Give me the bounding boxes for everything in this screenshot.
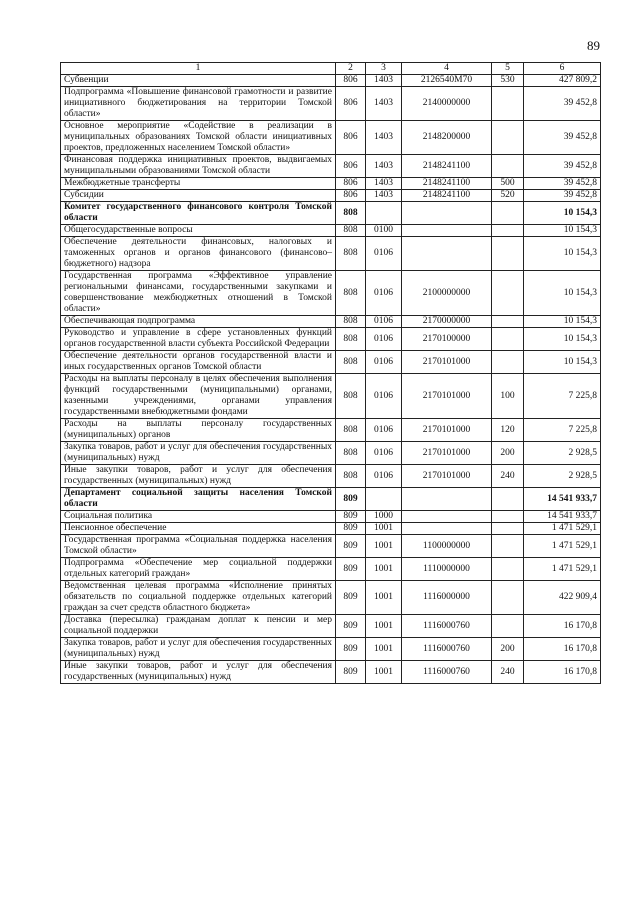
row-expense-type-cell: 100 — [492, 374, 524, 419]
row-name-cell: Подпрограмма «Обеспечение мер социальной поддержки отдельных категорий граждан» — [61, 558, 336, 581]
row-target-cell: 2148241100 — [402, 190, 492, 202]
row-amount-cell: 422 909,4 — [524, 581, 601, 615]
table-row — [61, 374, 601, 419]
column-header: 4 — [402, 63, 492, 75]
row-ministry-cell: 808 — [336, 328, 366, 351]
row-amount-cell: 10 154,3 — [524, 271, 601, 316]
row-expense-type-cell — [492, 121, 524, 155]
row-target-cell: 2170000000 — [402, 316, 492, 328]
row-ministry-cell: 808 — [336, 374, 366, 419]
row-name-cell: Субвенции — [61, 75, 336, 87]
table-row — [61, 121, 601, 155]
page-number: 89 — [587, 38, 600, 53]
row-section-cell — [366, 202, 402, 225]
row-name-cell: Иные закупки товаров, работ и услуг для обеспечения государственных (муниципальных) нужд — [61, 661, 336, 684]
row-expense-type-cell — [492, 202, 524, 225]
row-amount-cell: 14 541 933,7 — [524, 488, 601, 511]
table-row — [61, 328, 601, 351]
table-row — [61, 523, 601, 535]
row-ministry-cell: 808 — [336, 465, 366, 488]
row-section-cell: 1001 — [366, 615, 402, 638]
column-header: 5 — [492, 63, 524, 75]
row-section-cell: 0106 — [366, 271, 402, 316]
row-name-cell: Пенсионное обеспечение — [61, 523, 336, 535]
table-row — [61, 661, 601, 684]
row-name-cell: Социальная политика — [61, 511, 336, 523]
row-name-cell: Подпрограмма «Повышение финансовой грамотности и развитие инициативного бюджетирования на территории Томской области» — [61, 87, 336, 121]
table-header-row — [61, 63, 601, 75]
row-target-cell — [402, 202, 492, 225]
column-header: 3 — [366, 63, 402, 75]
row-section-cell: 0106 — [366, 374, 402, 419]
row-expense-type-cell — [492, 225, 524, 237]
row-section-cell: 0100 — [366, 225, 402, 237]
row-section-cell: 0106 — [366, 237, 402, 271]
column-header: 2 — [336, 63, 366, 75]
table-row — [61, 202, 601, 225]
row-expense-type-cell: 240 — [492, 661, 524, 684]
table-row — [61, 271, 601, 316]
row-name-cell: Закупка товаров, работ и услуг для обеспечения государственных (муниципальных) нужд — [61, 442, 336, 465]
table-row — [61, 178, 601, 190]
row-section-cell: 1403 — [366, 190, 402, 202]
row-amount-cell: 10 154,3 — [524, 225, 601, 237]
row-ministry-cell: 808 — [336, 351, 366, 374]
row-expense-type-cell — [492, 271, 524, 316]
row-ministry-cell: 808 — [336, 442, 366, 465]
row-target-cell: 2170101000 — [402, 465, 492, 488]
row-amount-cell: 2 928,5 — [524, 442, 601, 465]
row-expense-type-cell — [492, 535, 524, 558]
row-expense-type-cell: 500 — [492, 178, 524, 190]
row-section-cell: 0106 — [366, 328, 402, 351]
row-amount-cell: 10 154,3 — [524, 202, 601, 225]
row-ministry-cell: 809 — [336, 638, 366, 661]
row-name-cell: Руководство и управление в сфере установленных функций органов государственной власти субъекта Российской Федерации — [61, 328, 336, 351]
row-ministry-cell: 809 — [336, 615, 366, 638]
row-amount-cell: 1 471 529,1 — [524, 523, 601, 535]
row-name-cell: Доставка (пересылка) гражданам доплат к пенсии и мер социальной поддержки — [61, 615, 336, 638]
row-ministry-cell: 809 — [336, 558, 366, 581]
row-name-cell: Департамент социальной защиты населения Томской области — [61, 488, 336, 511]
row-section-cell: 1403 — [366, 155, 402, 178]
row-target-cell: 2170101000 — [402, 442, 492, 465]
row-target-cell — [402, 237, 492, 271]
table-row — [61, 511, 601, 523]
row-ministry-cell: 806 — [336, 190, 366, 202]
row-ministry-cell: 808 — [336, 271, 366, 316]
row-amount-cell: 1 471 529,1 — [524, 535, 601, 558]
row-expense-type-cell — [492, 155, 524, 178]
row-section-cell: 1000 — [366, 511, 402, 523]
row-ministry-cell: 806 — [336, 87, 366, 121]
row-section-cell: 1001 — [366, 535, 402, 558]
row-name-cell: Расходы на выплаты персоналу в целях обеспечения выполнения функций государственными (муниципальными) органами, казенными учреждениями, органами управления государственными внебюджетными фондами — [61, 374, 336, 419]
row-expense-type-cell — [492, 488, 524, 511]
row-name-cell: Общегосударственные вопросы — [61, 225, 336, 237]
row-target-cell: 1110000000 — [402, 558, 492, 581]
row-expense-type-cell — [492, 316, 524, 328]
table-row — [61, 237, 601, 271]
row-name-cell: Иные закупки товаров, работ и услуг для обеспечения государственных (муниципальных) нужд — [61, 465, 336, 488]
row-ministry-cell: 808 — [336, 419, 366, 442]
row-expense-type-cell: 200 — [492, 638, 524, 661]
row-target-cell — [402, 488, 492, 511]
row-expense-type-cell — [492, 581, 524, 615]
row-section-cell: 1403 — [366, 87, 402, 121]
row-target-cell — [402, 523, 492, 535]
column-header: 1 — [61, 63, 336, 75]
row-ministry-cell: 806 — [336, 75, 366, 87]
row-amount-cell: 10 154,3 — [524, 237, 601, 271]
row-name-cell: Обеспечивающая подпрограмма — [61, 316, 336, 328]
row-section-cell: 0106 — [366, 465, 402, 488]
row-target-cell: 2148241100 — [402, 178, 492, 190]
table-row — [61, 488, 601, 511]
row-amount-cell: 39 452,8 — [524, 155, 601, 178]
row-ministry-cell: 808 — [336, 225, 366, 237]
row-amount-cell: 2 928,5 — [524, 465, 601, 488]
column-header: 6 — [524, 63, 601, 75]
row-expense-type-cell: 520 — [492, 190, 524, 202]
row-target-cell: 1116000000 — [402, 581, 492, 615]
row-target-cell: 1116000760 — [402, 615, 492, 638]
row-amount-cell: 14 541 933,7 — [524, 511, 601, 523]
row-ministry-cell: 808 — [336, 237, 366, 271]
table-row — [61, 558, 601, 581]
row-section-cell — [366, 488, 402, 511]
table-row — [61, 465, 601, 488]
row-amount-cell: 10 154,3 — [524, 328, 601, 351]
row-target-cell — [402, 511, 492, 523]
row-target-cell: 2170101000 — [402, 374, 492, 419]
row-amount-cell: 10 154,3 — [524, 351, 601, 374]
row-expense-type-cell — [492, 558, 524, 581]
budget-table — [60, 62, 601, 684]
row-ministry-cell: 808 — [336, 202, 366, 225]
row-name-cell: Обеспечение деятельности финансовых, налоговых и таможенных органов и органов финансового (финансово–бюджетного) надзора — [61, 237, 336, 271]
row-amount-cell: 16 170,8 — [524, 615, 601, 638]
table-row — [61, 638, 601, 661]
row-ministry-cell: 809 — [336, 523, 366, 535]
row-section-cell: 1001 — [366, 523, 402, 535]
row-name-cell: Закупка товаров, работ и услуг для обеспечения государственных (муниципальных) нужд — [61, 638, 336, 661]
row-name-cell: Расходы на выплаты персоналу государственных (муниципальных) органов — [61, 419, 336, 442]
row-name-cell: Обеспечение деятельности органов государственной власти и иных государственных органов Томской области — [61, 351, 336, 374]
row-expense-type-cell: 240 — [492, 465, 524, 488]
row-target-cell: 2126540М70 — [402, 75, 492, 87]
row-expense-type-cell: 200 — [492, 442, 524, 465]
row-ministry-cell: 809 — [336, 581, 366, 615]
table-row — [61, 190, 601, 202]
row-target-cell — [402, 225, 492, 237]
row-amount-cell: 39 452,8 — [524, 190, 601, 202]
row-target-cell: 2170101000 — [402, 419, 492, 442]
row-ministry-cell: 809 — [336, 488, 366, 511]
row-expense-type-cell — [492, 237, 524, 271]
row-amount-cell: 7 225,8 — [524, 419, 601, 442]
row-amount-cell: 427 809,2 — [524, 75, 601, 87]
row-expense-type-cell — [492, 328, 524, 351]
row-target-cell: 2148241100 — [402, 155, 492, 178]
row-ministry-cell: 806 — [336, 121, 366, 155]
row-target-cell: 2148200000 — [402, 121, 492, 155]
row-ministry-cell: 809 — [336, 511, 366, 523]
row-amount-cell: 39 452,8 — [524, 178, 601, 190]
row-ministry-cell: 809 — [336, 661, 366, 684]
row-amount-cell: 39 452,8 — [524, 121, 601, 155]
row-expense-type-cell — [492, 523, 524, 535]
row-ministry-cell: 809 — [336, 535, 366, 558]
row-section-cell: 1403 — [366, 121, 402, 155]
row-name-cell: Государственная программа «Эффективное управление региональными финансами, государственными закупками и совершенствование межбюджетных отношений в Томской области» — [61, 271, 336, 316]
row-name-cell: Ведомственная целевая программа «Исполнение принятых обязательств по социальной поддержке отдельных категорий граждан за счет средств областного бюджета» — [61, 581, 336, 615]
row-amount-cell: 7 225,8 — [524, 374, 601, 419]
row-amount-cell: 16 170,8 — [524, 661, 601, 684]
table-body — [61, 75, 601, 684]
row-name-cell: Субсидии — [61, 190, 336, 202]
table-row — [61, 615, 601, 638]
table-row — [61, 442, 601, 465]
row-target-cell: 2100000000 — [402, 271, 492, 316]
table-row — [61, 155, 601, 178]
row-section-cell: 1001 — [366, 638, 402, 661]
table-row — [61, 225, 601, 237]
row-ministry-cell: 806 — [336, 178, 366, 190]
row-section-cell: 1403 — [366, 178, 402, 190]
row-target-cell: 2140000000 — [402, 87, 492, 121]
row-expense-type-cell: 530 — [492, 75, 524, 87]
table-row — [61, 316, 601, 328]
row-expense-type-cell — [492, 511, 524, 523]
row-name-cell: Межбюджетные трансферты — [61, 178, 336, 190]
row-target-cell: 1116000760 — [402, 661, 492, 684]
row-expense-type-cell: 120 — [492, 419, 524, 442]
table-row — [61, 535, 601, 558]
row-section-cell: 1403 — [366, 75, 402, 87]
row-section-cell: 0106 — [366, 316, 402, 328]
row-ministry-cell: 808 — [336, 316, 366, 328]
table-row — [61, 581, 601, 615]
table-row — [61, 87, 601, 121]
row-expense-type-cell — [492, 351, 524, 374]
row-ministry-cell: 806 — [336, 155, 366, 178]
row-section-cell: 0106 — [366, 419, 402, 442]
row-name-cell: Финансовая поддержка инициативных проектов, выдвигаемых муниципальными образованиями Томской области — [61, 155, 336, 178]
row-target-cell: 2170100000 — [402, 328, 492, 351]
row-name-cell: Комитет государственного финансового контроля Томской области — [61, 202, 336, 225]
row-target-cell: 1116000760 — [402, 638, 492, 661]
row-amount-cell: 1 471 529,1 — [524, 558, 601, 581]
row-expense-type-cell — [492, 615, 524, 638]
row-name-cell: Государственная программа «Социальная поддержка населения Томской области» — [61, 535, 336, 558]
row-section-cell: 1001 — [366, 661, 402, 684]
table-row — [61, 351, 601, 374]
row-section-cell: 0106 — [366, 351, 402, 374]
row-section-cell: 1001 — [366, 558, 402, 581]
table-row — [61, 75, 601, 87]
row-name-cell: Основное мероприятие «Содействие в реализации в муниципальных образованиях Томской области инициативных проектов, предложенных населением Томской области» — [61, 121, 336, 155]
row-amount-cell: 16 170,8 — [524, 638, 601, 661]
row-amount-cell: 39 452,8 — [524, 87, 601, 121]
table-row — [61, 419, 601, 442]
row-section-cell: 0106 — [366, 442, 402, 465]
row-target-cell: 2170101000 — [402, 351, 492, 374]
row-expense-type-cell — [492, 87, 524, 121]
row-section-cell: 1001 — [366, 581, 402, 615]
row-target-cell: 1100000000 — [402, 535, 492, 558]
row-amount-cell: 10 154,3 — [524, 316, 601, 328]
